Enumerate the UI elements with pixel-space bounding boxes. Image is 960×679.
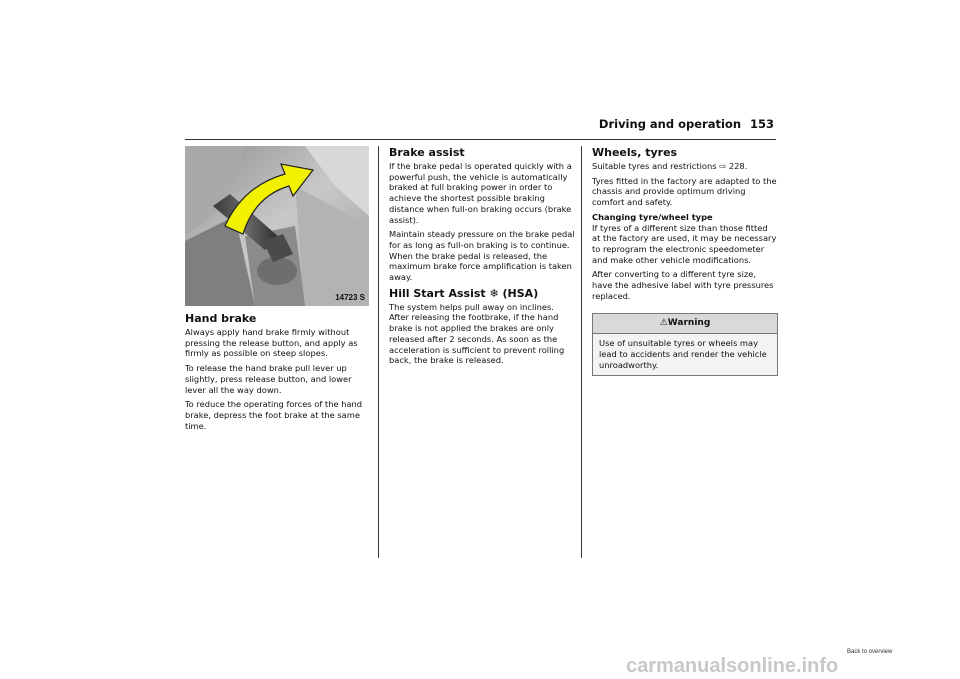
watermark: carmanualsonline.info	[626, 655, 839, 677]
paragraph: Maintain steady pressure on the brake pedal for as long as full-on braking is to continue. When the brake pedal is released, the maximum brake force amplification is taken away.	[389, 229, 575, 283]
heading-brake-assist: Brake assist	[389, 146, 465, 159]
column-wheels-tyres	[592, 146, 778, 376]
paragraph: Tyres fitted in the factory are adapted to the chassis and provide optimum driving comfort and safety.	[592, 175, 777, 208]
header-rule	[185, 139, 776, 140]
warning-title: ⚠Warning	[593, 314, 777, 334]
paragraph: To release the hand brake pull lever up slightly, press release button, and lower lever all the way down.	[185, 363, 352, 395]
paragraph: The system helps pull away on inclines. After releasing the footbrake, if the hand brake is not applied the brakes are only released after 2 seconds. As soon as the acceleration is sufficient to prevent rolling back, the brake is released.	[389, 301, 565, 366]
paragraph-reference: Suitable tyres and restrictions ⇨ 228.	[592, 161, 748, 171]
back-to-overview-link[interactable]: Back to overview	[847, 649, 893, 655]
column-divider-2	[581, 146, 582, 558]
paragraph: If tyres of a different size than those fitted at the factory are used, it may be necessary to reprogram the electronic speedometer and make other vehicle modifications.	[592, 222, 777, 265]
hand-brake-drawing	[185, 146, 369, 306]
subheading-changing-tyre: Changing tyre/wheel type	[592, 211, 713, 222]
heading-hand-brake: Hand brake	[185, 312, 257, 325]
warning-text: Use of unsuitable tyres or wheels may lead to accidents and render the vehicle unroadworthy.	[599, 338, 767, 370]
column-brake-assist	[389, 146, 575, 370]
hand-brake-illustration	[185, 146, 369, 306]
page-number: 153	[750, 117, 775, 131]
paragraph: To reduce the operating forces of the hand brake, depress the foot brake at the same time.	[185, 399, 363, 431]
figure-code: 14723 S	[335, 293, 365, 303]
paragraph: If the brake pedal is operated quickly with a powerful push, the vehicle is automatically braked at full braking power in order to achieve the shortest possible braking distance when full-on braking occurs (brake assist).	[389, 161, 572, 225]
paragraph: Always apply hand brake firmly without pressing the release button, and apply as firmly as possible on steep slopes.	[185, 327, 358, 359]
header-title: Driving and operation	[598, 117, 741, 131]
column-divider-1	[378, 146, 379, 558]
heading-wheels-tyres: Wheels, tyres	[592, 146, 678, 159]
paragraph: After converting to a different tyre size, have the adhesive label with tyre pressures replaced.	[592, 269, 774, 301]
warning-box	[592, 313, 778, 376]
heading-hill-start-assist: Hill Start Assist ❄ (HSA)	[389, 286, 539, 300]
column-hand-brake	[185, 146, 375, 435]
